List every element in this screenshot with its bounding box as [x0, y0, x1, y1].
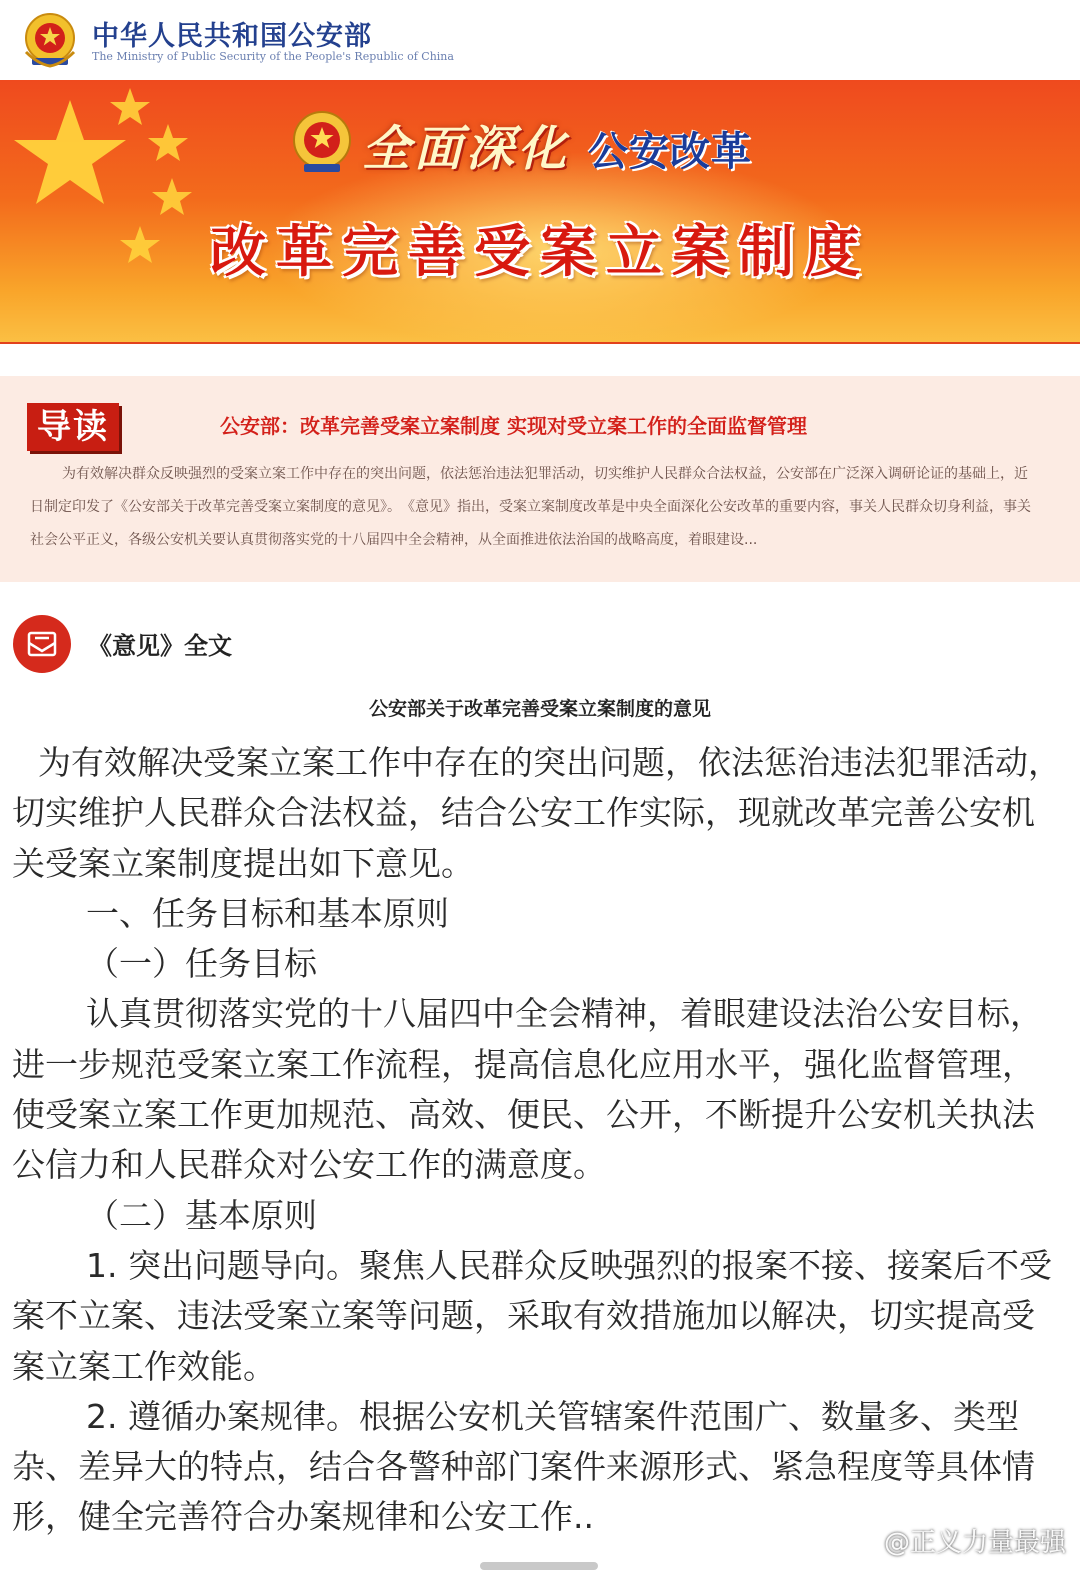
principle-1-paragraph: 1. 突出问题导向。聚焦人民群众反映强烈的报案不接、接案后不受案不立案、违法受案立案等问题，采取有效措施加以解决，切实提高受案立案工作效能。	[12, 1245, 1052, 1386]
goal-paragraph: 认真贯彻落实党的十八届四中全会精神，着眼建设法治公安目标，进一步规范受案立案工作流程，提高信息化应用水平，强化监督管理，使受案立案工作更加规范、高效、便民、公开，不断提升公安机关执法公信力和人民群众对公安工作的满意度。	[12, 994, 1043, 1185]
heading-basic-principles: （二）基本原则	[86, 1195, 317, 1235]
guide-summary: 为有效解决群众反映强烈的受案立案工作中存在的突出问题，依法惩治违法犯罪活动，切实维护人民群众合法权益，公安部在广泛深入调研论证的基础上，近日制定印发了《公安部关于改革完善受案立案制度的意见》。 《意见》指出，受案立案制度改革是中央全面深化公安改革的重要内容，事关人民群众切身利益，事关社会公平正义，各级公安机关要认真贯彻落实党的十八届四中全会精神，从全面推进依法治国的战略高度，着眼建设...	[30, 466, 1031, 548]
site-header	[0, 0, 1080, 81]
banner-emblem-icon	[286, 106, 358, 178]
ministry-name-cn: 中华人民共和国公安部	[92, 21, 372, 52]
document-heading: 公安部关于改革完善受案立案制度的意见	[368, 698, 711, 720]
document-body	[12, 738, 1062, 1543]
weibo-logo-icon	[852, 1533, 880, 1555]
banner-main-title: 改革完善受案立案制度	[210, 220, 870, 285]
heading-tasks-principles: 一、任务目标和基本原则	[86, 893, 449, 933]
principle-2-paragraph: 2. 遵循办案规律。根据公安机关管辖案件范围广、数量多、类型杂、差异大的特点，结合各警种部门案件来源形式、紧急程度等具体情形，健全完善符合办案规律和公安工作..	[12, 1396, 1035, 1537]
document-envelope-icon	[12, 614, 72, 674]
banner-slogan-part2: 公安改革	[588, 129, 752, 175]
reform-banner	[0, 80, 1080, 344]
section-title: 《意见》全文	[88, 632, 232, 660]
guide-badge: 导读	[27, 403, 119, 451]
intro-paragraph: 为有效解决受案立案工作中存在的突出问题，依法惩治违法犯罪活动，切实维护人民群众合法权益，结合公安工作实际，现就改革完善公安机关受案立案制度提出如下意见。	[12, 743, 1061, 883]
heading-task-goal: （一）任务目标	[86, 944, 317, 984]
home-indicator[interactable]	[480, 1562, 598, 1570]
banner-divider	[0, 342, 1080, 344]
guide-box[interactable]	[0, 376, 1080, 582]
police-emblem-icon	[18, 8, 82, 72]
watermark-text: @正义力量最强	[883, 1528, 1066, 1558]
ministry-name-en: The Ministry of Public Security of the People's Republic of China	[92, 50, 454, 63]
weibo-watermark	[852, 1522, 1066, 1559]
guide-title-link[interactable]: 公安部：改革完善受案立案制度 实现对受立案工作的全面监督管理	[220, 414, 807, 438]
banner-slogan-part1: 全面深化	[362, 121, 571, 177]
